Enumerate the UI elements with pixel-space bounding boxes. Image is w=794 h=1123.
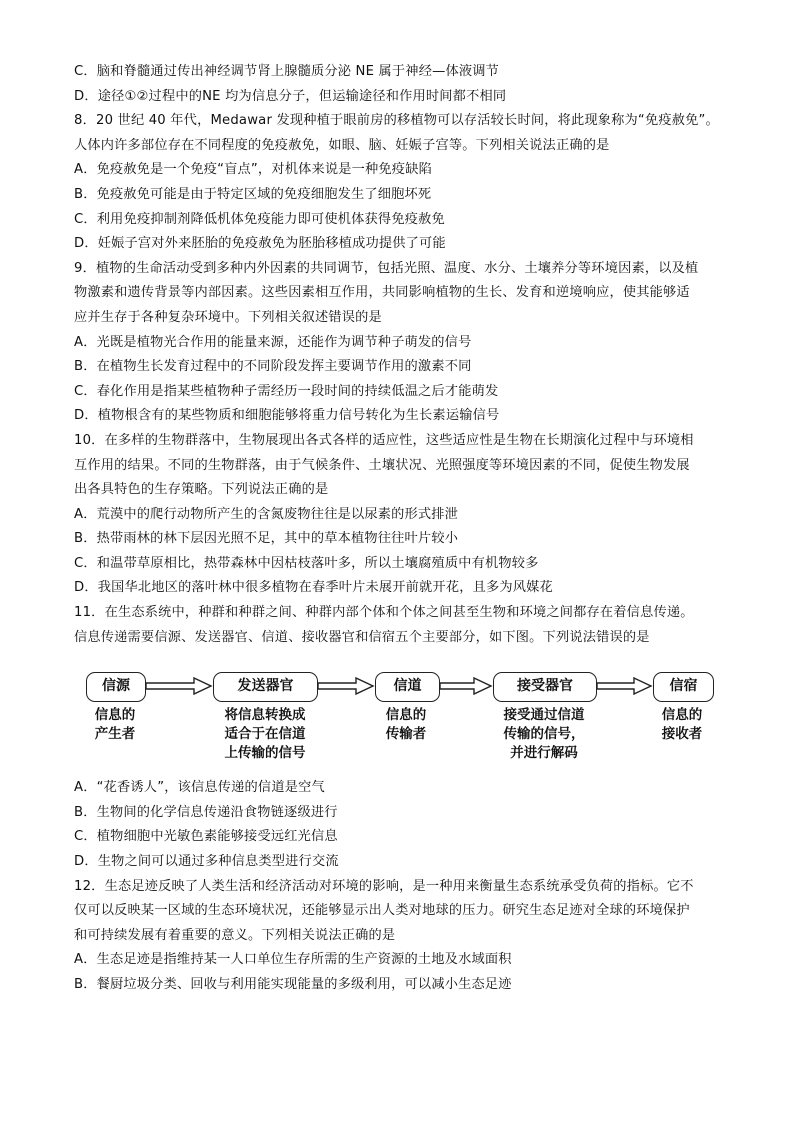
text-line: 出各具特色的生存策略。下列说法正确的是: [74, 482, 329, 498]
text-line: 仅可以反映某一区域的生态环境状况，还能够显示出人类对地球的压力。研究生态足迹对全球的环境保护: [74, 903, 690, 919]
text-line: C．春化作用是指某些植物种子需经历一段时间的持续低温之后才能萌发: [74, 383, 499, 399]
question-text-block-top: [74, 60, 724, 650]
text-line: 人体内许多部位存在不同程度的免疫赦免，如眼、脑、妊娠子宫等。下列相关说法正确的是: [74, 137, 610, 153]
exam-page: [74, 60, 724, 998]
desc-channel: 信息的 传输者: [385, 707, 427, 743]
text-line: C．植物细胞中光敏色素能够接受远红光信息: [74, 829, 338, 845]
node-transmitter: 发送器官: [213, 672, 318, 702]
text-line: 互作用的结果。不同的生物群落，由于气候条件、土壤状况、光照强度等环境因素的不同，促使生物发展: [74, 457, 690, 473]
node-receiver: 接受器官: [493, 672, 597, 702]
text-line: C．利用免疫抑制剂降低机体免疫能力即可使机体获得免疫赦免: [74, 211, 445, 227]
text-line: A．“花香诱人”，该信息传递的信道是空气: [74, 780, 325, 796]
text-line: A．荒漠中的爬行动物所产生的含氮废物往往是以尿素的形式排泄: [74, 506, 459, 522]
information-transfer-diagram: [74, 656, 724, 774]
text-line: D．途径①②过程中的NE 均为信息分子，但运输途径和作用时间都不相同: [74, 88, 507, 104]
text-line: 应并生存于各种复杂环境中。下列相关叙述错误的是: [74, 309, 382, 325]
text-line: 和可持续发展有着重要的意义。下列相关说法正确的是: [74, 927, 396, 943]
text-line: B．餐厨垃圾分类、回收与利用能实现能量的多级利用，可以减小生态足迹: [74, 977, 512, 992]
text-line: 12．生态足迹反映了人类生活和经济活动对环境的影响，是一种用来衡量生态系统承受负荷的指标。它不: [74, 878, 694, 894]
text-line: 物激素和遗传背景等内部因素。这些因素相互作用，共同影响植物的生长、发育和逆境响应，使其能够适: [74, 285, 690, 301]
text-line: D．生物之间可以通过多种信息类型进行交流: [74, 854, 339, 870]
text-line: B．生物间的化学信息传递沿食物链逐级进行: [74, 804, 338, 820]
node-destination: 信宿: [653, 672, 714, 702]
text-line: B．热带雨林的林下层因光照不足，其中的草本植物往往叶片较小: [74, 531, 459, 547]
text-line: A．免疫赦免是一个免疫“盲点”，对机体来说是一种免疫缺陷: [74, 162, 432, 178]
arrow-icon: [597, 678, 651, 694]
text-line: 8．20 世纪 40 年代，Medawar 发现种植于眼前房的移植物可以存活较长时间，将此现象称为“免疫赦免”。: [74, 113, 719, 129]
arrow-icon: [318, 678, 373, 694]
desc-destination: 信息的 接收者: [661, 707, 703, 743]
node-source: 信源: [86, 672, 146, 702]
text-line: C．和温带草原相比，热带森林中因枯枝落叶多，所以土壤腐殖质中有机物较多: [74, 555, 539, 571]
text-line: 信息传递需要信源、发送器官、信道、接收器官和信宿五个主要部分，如下图。下列说法错误的是: [74, 629, 650, 645]
desc-receiver: 接受通过信道 传输的信号， 并进行解码: [503, 707, 585, 762]
text-line: B．免疫赦免可能是由于特定区域的免疫细胞发生了细胞坏死: [74, 186, 432, 202]
text-line: A．生态足迹是指维持某一人口单位生存所需的生产资源的土地及水域面积: [74, 952, 512, 968]
arrow-icon: [440, 678, 491, 694]
question-text-block-bottom: [74, 776, 724, 997]
text-line: 9．植物的生命活动受到多种内外因素的共同调节，包括光照、温度、水分、土壤养分等环境因素，以及植: [74, 260, 699, 276]
desc-transmitter: 将信息转换成 适合于在信道 上传输的信号: [224, 707, 306, 762]
desc-source: 信息的 产生者: [94, 707, 136, 743]
text-line: 11．在生态系统中，种群和种群之间、种群内部个体和个体之间甚至生物和环境之间都存在着信息传递。: [74, 605, 694, 621]
text-line: D．妊娠子宫对外来胚胎的免疫赦免为胚胎移植成功提供了可能: [74, 236, 446, 252]
node-channel: 信道: [375, 672, 440, 702]
text-line: D．植物根含有的某些物质和细胞能够将重力信号转化为生长素运输信号: [74, 408, 500, 424]
text-line: B．在植物生长发育过程中的不同阶段发挥主要调节作用的激素不同: [74, 359, 472, 375]
text-line: D．我国华北地区的落叶林中很多植物在春季叶片未展开前就开花，且多为风媒花: [74, 580, 553, 596]
text-line: 10．在多样的生物群落中，生物展现出各式各样的适应性，这些适应性是生物在长期演化过程中与环境相: [74, 432, 694, 448]
arrow-icon: [146, 678, 211, 694]
text-line: A．光既是植物光合作用的能量来源，还能作为调节种子萌发的信号: [74, 334, 472, 350]
text-line: C．脑和脊髓通过传出神经调节肾上腺髓质分泌 NE 属于神经—体液调节: [74, 64, 500, 79]
